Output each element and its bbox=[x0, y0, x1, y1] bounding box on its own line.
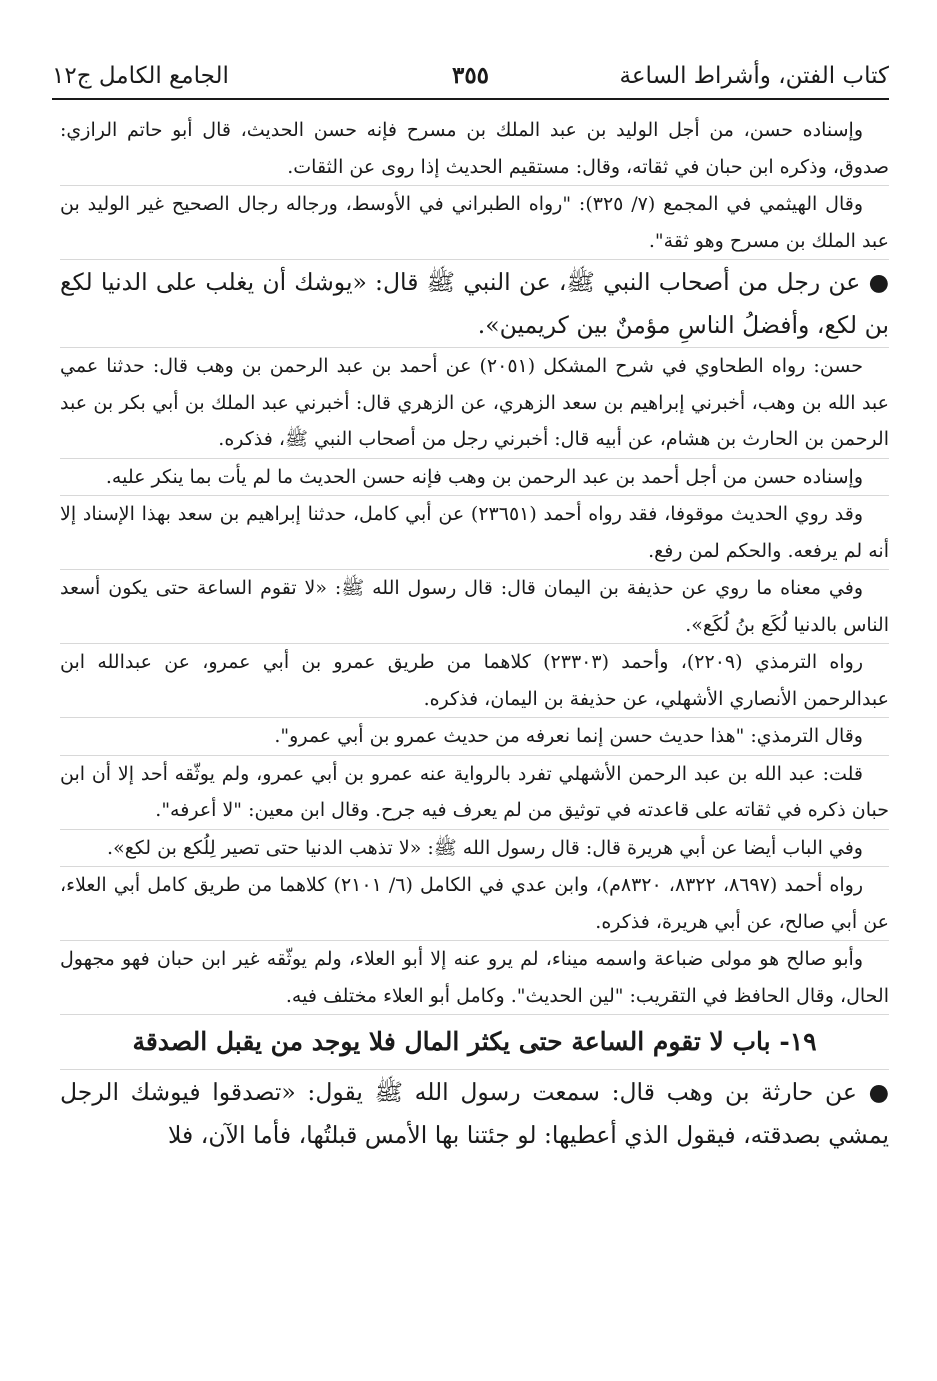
chapter-heading: ١٩- باب لا تقوم الساعة حتى يكثر المال فلا يوجد من يقبل الصدقة bbox=[132, 1027, 817, 1056]
commentary-paragraph: وإسناده حسن، من أجل الوليد بن عبد الملك بن مسرح فإنه حسن الحديث، قال أبو حاتم الرازي: صدوق، وذكره ابن حبان في ثقاته، وقال: مستقيم الحديث إذا روى عن الثقات. bbox=[60, 119, 889, 178]
paragraph-divider bbox=[60, 1014, 889, 1015]
commentary-paragraph: وقال الهيثمي في المجمع (٧/ ٣٢٥): "رواه الطبراني في الأوسط، ورجاله رجال الصحيح غير الوليد بن عبد الملك بن مسرح وهو ثقة". bbox=[60, 193, 889, 252]
commentary-paragraph: وقد روي الحديث موقوفا، فقد رواه أحمد (٢٣٦٥١) عن أبي كامل، حدثنا إبراهيم بن سعد بهذا الإسناد إلا أنه لم يرفعه. والحكم لمن رفع. bbox=[60, 503, 889, 562]
commentary-paragraph: رواه الترمذي (٢٢٠٩)، وأحمد (٢٣٣٠٣) كلاهما من طريق عمرو بن أبي عمرو، عن عبدالله ابن عبدالرحمن الأنصاري الأشهلي، عن حذيفة بن اليمان، فذكره. bbox=[60, 651, 889, 710]
running-header bbox=[52, 56, 889, 100]
volume-title: الجامع الكامل ج١٢ bbox=[52, 63, 229, 89]
commentary-paragraph: وفي معناه ما روي عن حذيفة بن اليمان قال: قال رسول الله ﷺ: «لا تقوم الساعة حتى يكون أسعد الناس بالدنيا لُكَع بنُ لُكَع». bbox=[60, 577, 889, 636]
commentary-paragraph: رواه أحمد (٨٦٩٧، ٨٣٢٢، ٨٣٢٠م)، وابن عدي في الكامل (٦/ ٢١٠١) كلاهما من طريق كامل أبي العلاء، عن أبي صالح، عن أبي هريرة، فذكره. bbox=[60, 874, 889, 933]
commentary-paragraph: قلت: عبد الله بن عبد الرحمن الأشهلي تفرد بالرواية عنه عمرو بن أبي عمرو، ولم يوثّقه أحد إلا أن ابن حبان ذكره في ثقاته على قاعدته في توثيق من لم يعرف فيه جرح. وقال ابن معين: "لا أعرفه". bbox=[60, 762, 889, 821]
page-number: ٣٥٥ bbox=[451, 62, 490, 89]
commentary-paragraph: حسن: رواه الطحاوي في شرح المشكل (٢٠٥١) عن أحمد بن عبد الرحمن بن وهب قال: حدثنا عمي عبد الله بن وهب، أخبرني إبراهيم بن سعد الزهري، عن الزهري قال: أخبرني عبد الملك بن أبي بكر بن عبد الرحمن بن الحارث بن هشام، عن أبيه قال: أخبرني رجل من أصحاب النبي ﷺ، فذكره. bbox=[60, 355, 889, 450]
hadith-text: ● عن رجل من أصحاب النبي ﷺ، عن النبي ﷺ قال: «يوشك أن يغلب على الدنيا لكع بن لكع، وأفضلُ الناسِ مؤمنٌ بين كريمين». bbox=[60, 268, 889, 339]
book-section-title: كتاب الفتن، وأشراط الساعة bbox=[619, 63, 889, 89]
commentary-paragraph: وإسناده حسن من أجل أحمد بن عبد الرحمن بن وهب فإنه حسن الحديث ما لم يأت بما ينكر عليه. bbox=[105, 465, 863, 488]
commentary-paragraph: وقال الترمذي: "هذا حديث حسن إنما نعرفه من حديث عمرو بن أبي عمرو". bbox=[274, 725, 863, 747]
page-body bbox=[60, 112, 889, 1157]
commentary-paragraph: وفي الباب أيضا عن أبي هريرة قال: قال رسول الله ﷺ: «لا تذهب الدنيا حتى تصير لِلُكع بن لكع». bbox=[107, 836, 863, 859]
commentary-paragraph: وأبو صالح هو مولى ضباعة واسمه ميناء، لم يرو عنه إلا أبو العلاء، ولم يوثّقه غير ابن حبان فهو مجهول الحال، وقال الحافظ في التقريب: "لين الحديث". وكامل أبو العلاء مختلف فيه. bbox=[60, 948, 889, 1007]
hadith-text: ● عن حارثة بن وهب قال: سمعت رسول الله ﷺ يقول: «تصدقوا فيوشك الرجل يمشي بصدقته، فيقول الذي أعطيها: لو جئتنا بها الأمس قبلتُها، فأما الآن، فلا bbox=[60, 1078, 889, 1149]
